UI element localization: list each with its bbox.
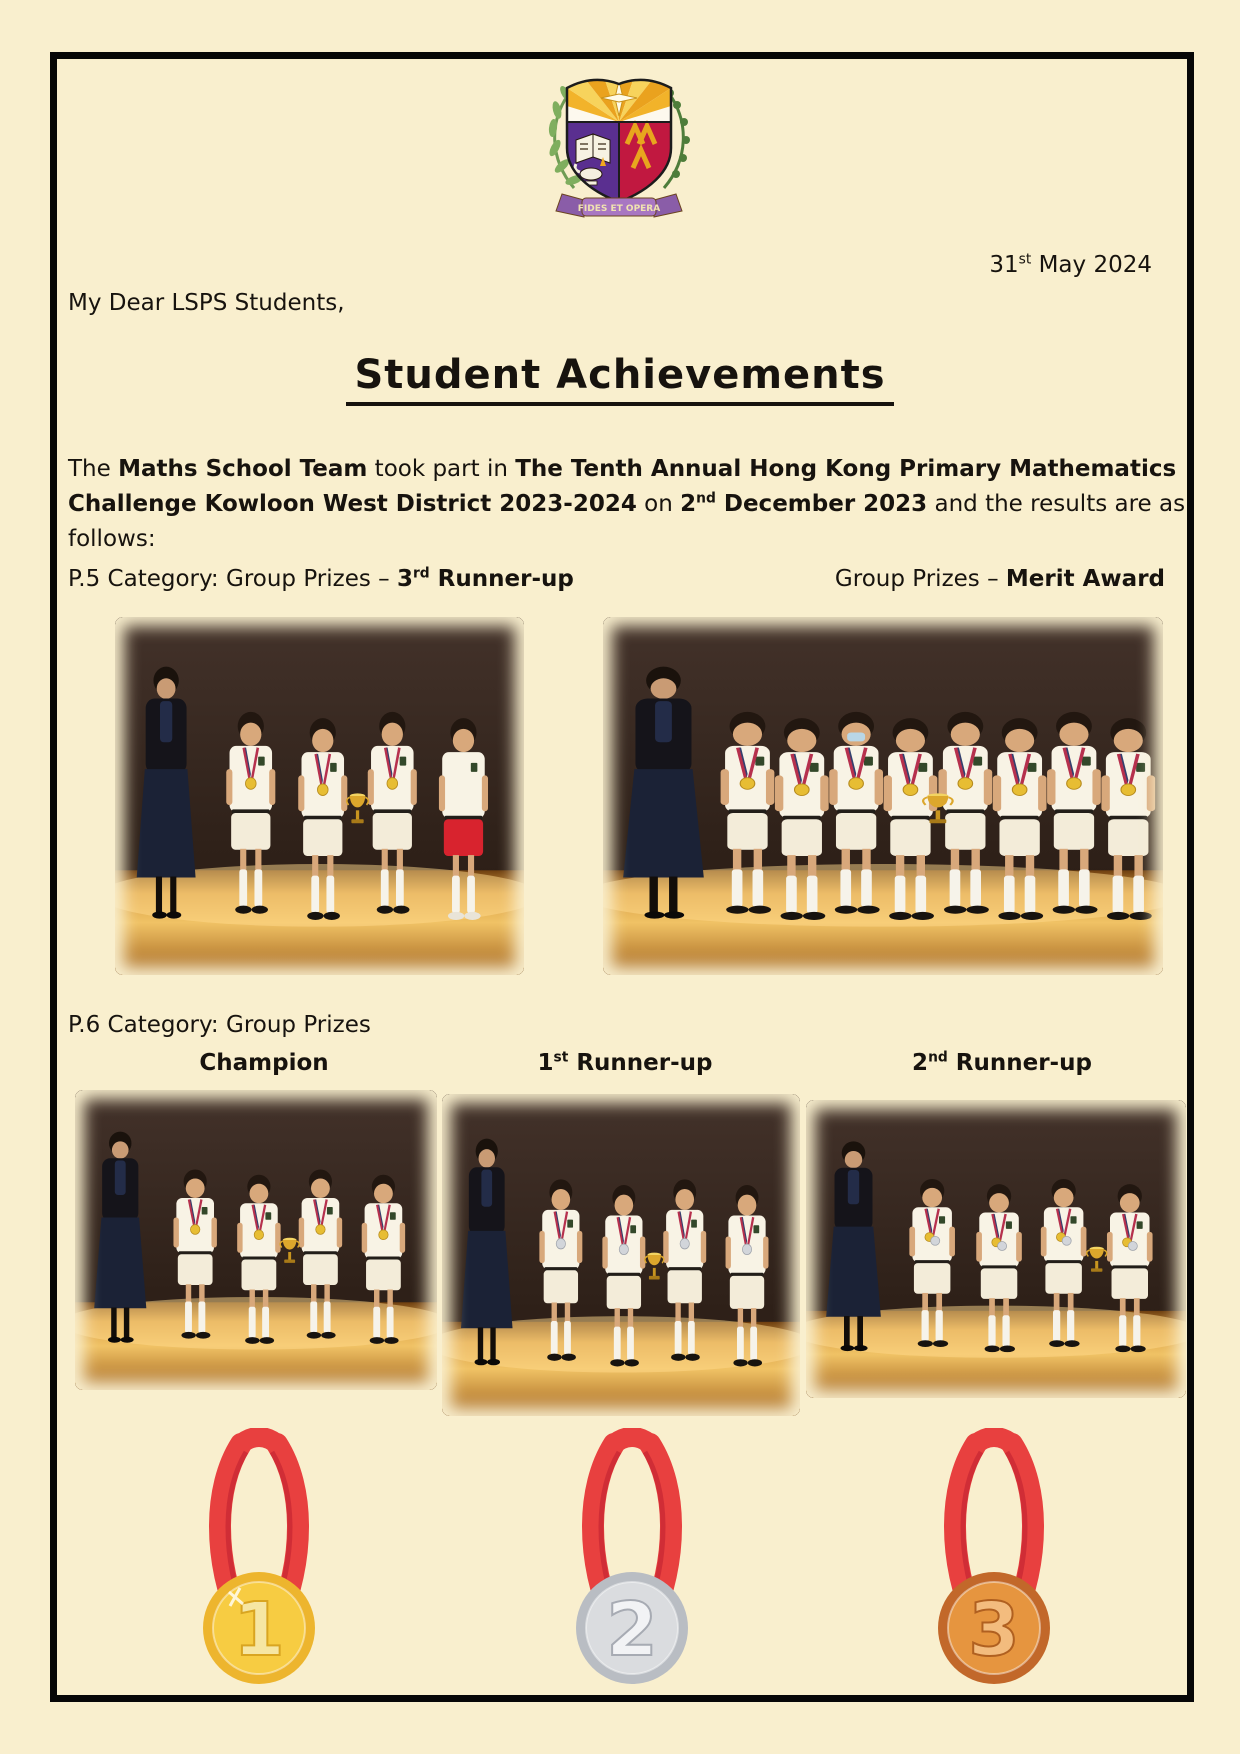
title-row (0, 352, 1240, 406)
p6-category-heading: P.6 Category: Group Prizes (68, 1012, 371, 1038)
page-title: Student Achievements (346, 352, 893, 406)
p5-category-label: P.5 Category: Group Prizes – 3rd Runner-up (68, 565, 574, 592)
svg-text:1: 1 (233, 1587, 285, 1673)
svg-text:2: 2 (606, 1587, 658, 1673)
photo-p5-3rd-runner-up (115, 617, 524, 975)
photo-p6-champion (75, 1090, 437, 1390)
photo-p6-2nd-runner-up (806, 1100, 1186, 1398)
p5-merit-award-label: Group Prizes – Merit Award (834, 566, 1165, 592)
bronze-medal-icon (914, 1428, 1074, 1688)
gold-medal-icon (179, 1428, 339, 1688)
school-crest (523, 60, 715, 230)
svg-text:3: 3 (968, 1587, 1020, 1673)
photo-p6-1st-runner-up (442, 1094, 800, 1416)
svg-text:FIDES ET OPERA: FIDES ET OPERA (577, 204, 661, 214)
letter-date: 31st May 2024 (989, 251, 1152, 278)
label-2nd-runner-up: 2nd Runner-up (912, 1049, 1092, 1076)
label-champion: Champion (199, 1050, 329, 1076)
salutation: My Dear LSPS Students, (68, 290, 345, 316)
intro-line-2: Challenge Kowloon West District 2023-2024 on 2nd December 2023 and the results are as (68, 490, 1186, 517)
intro-paragraph (68, 452, 1186, 557)
intro-line-1: The Maths School Team took part in The Tenth Annual Hong Kong Primary Mathematics (68, 456, 1177, 482)
p5-category-row (68, 566, 1165, 592)
label-1st-runner-up: 1st Runner-up (537, 1049, 713, 1076)
intro-line-3: follows: (68, 526, 156, 552)
photo-p5-merit-award (603, 617, 1163, 975)
silver-medal-icon (552, 1428, 712, 1688)
